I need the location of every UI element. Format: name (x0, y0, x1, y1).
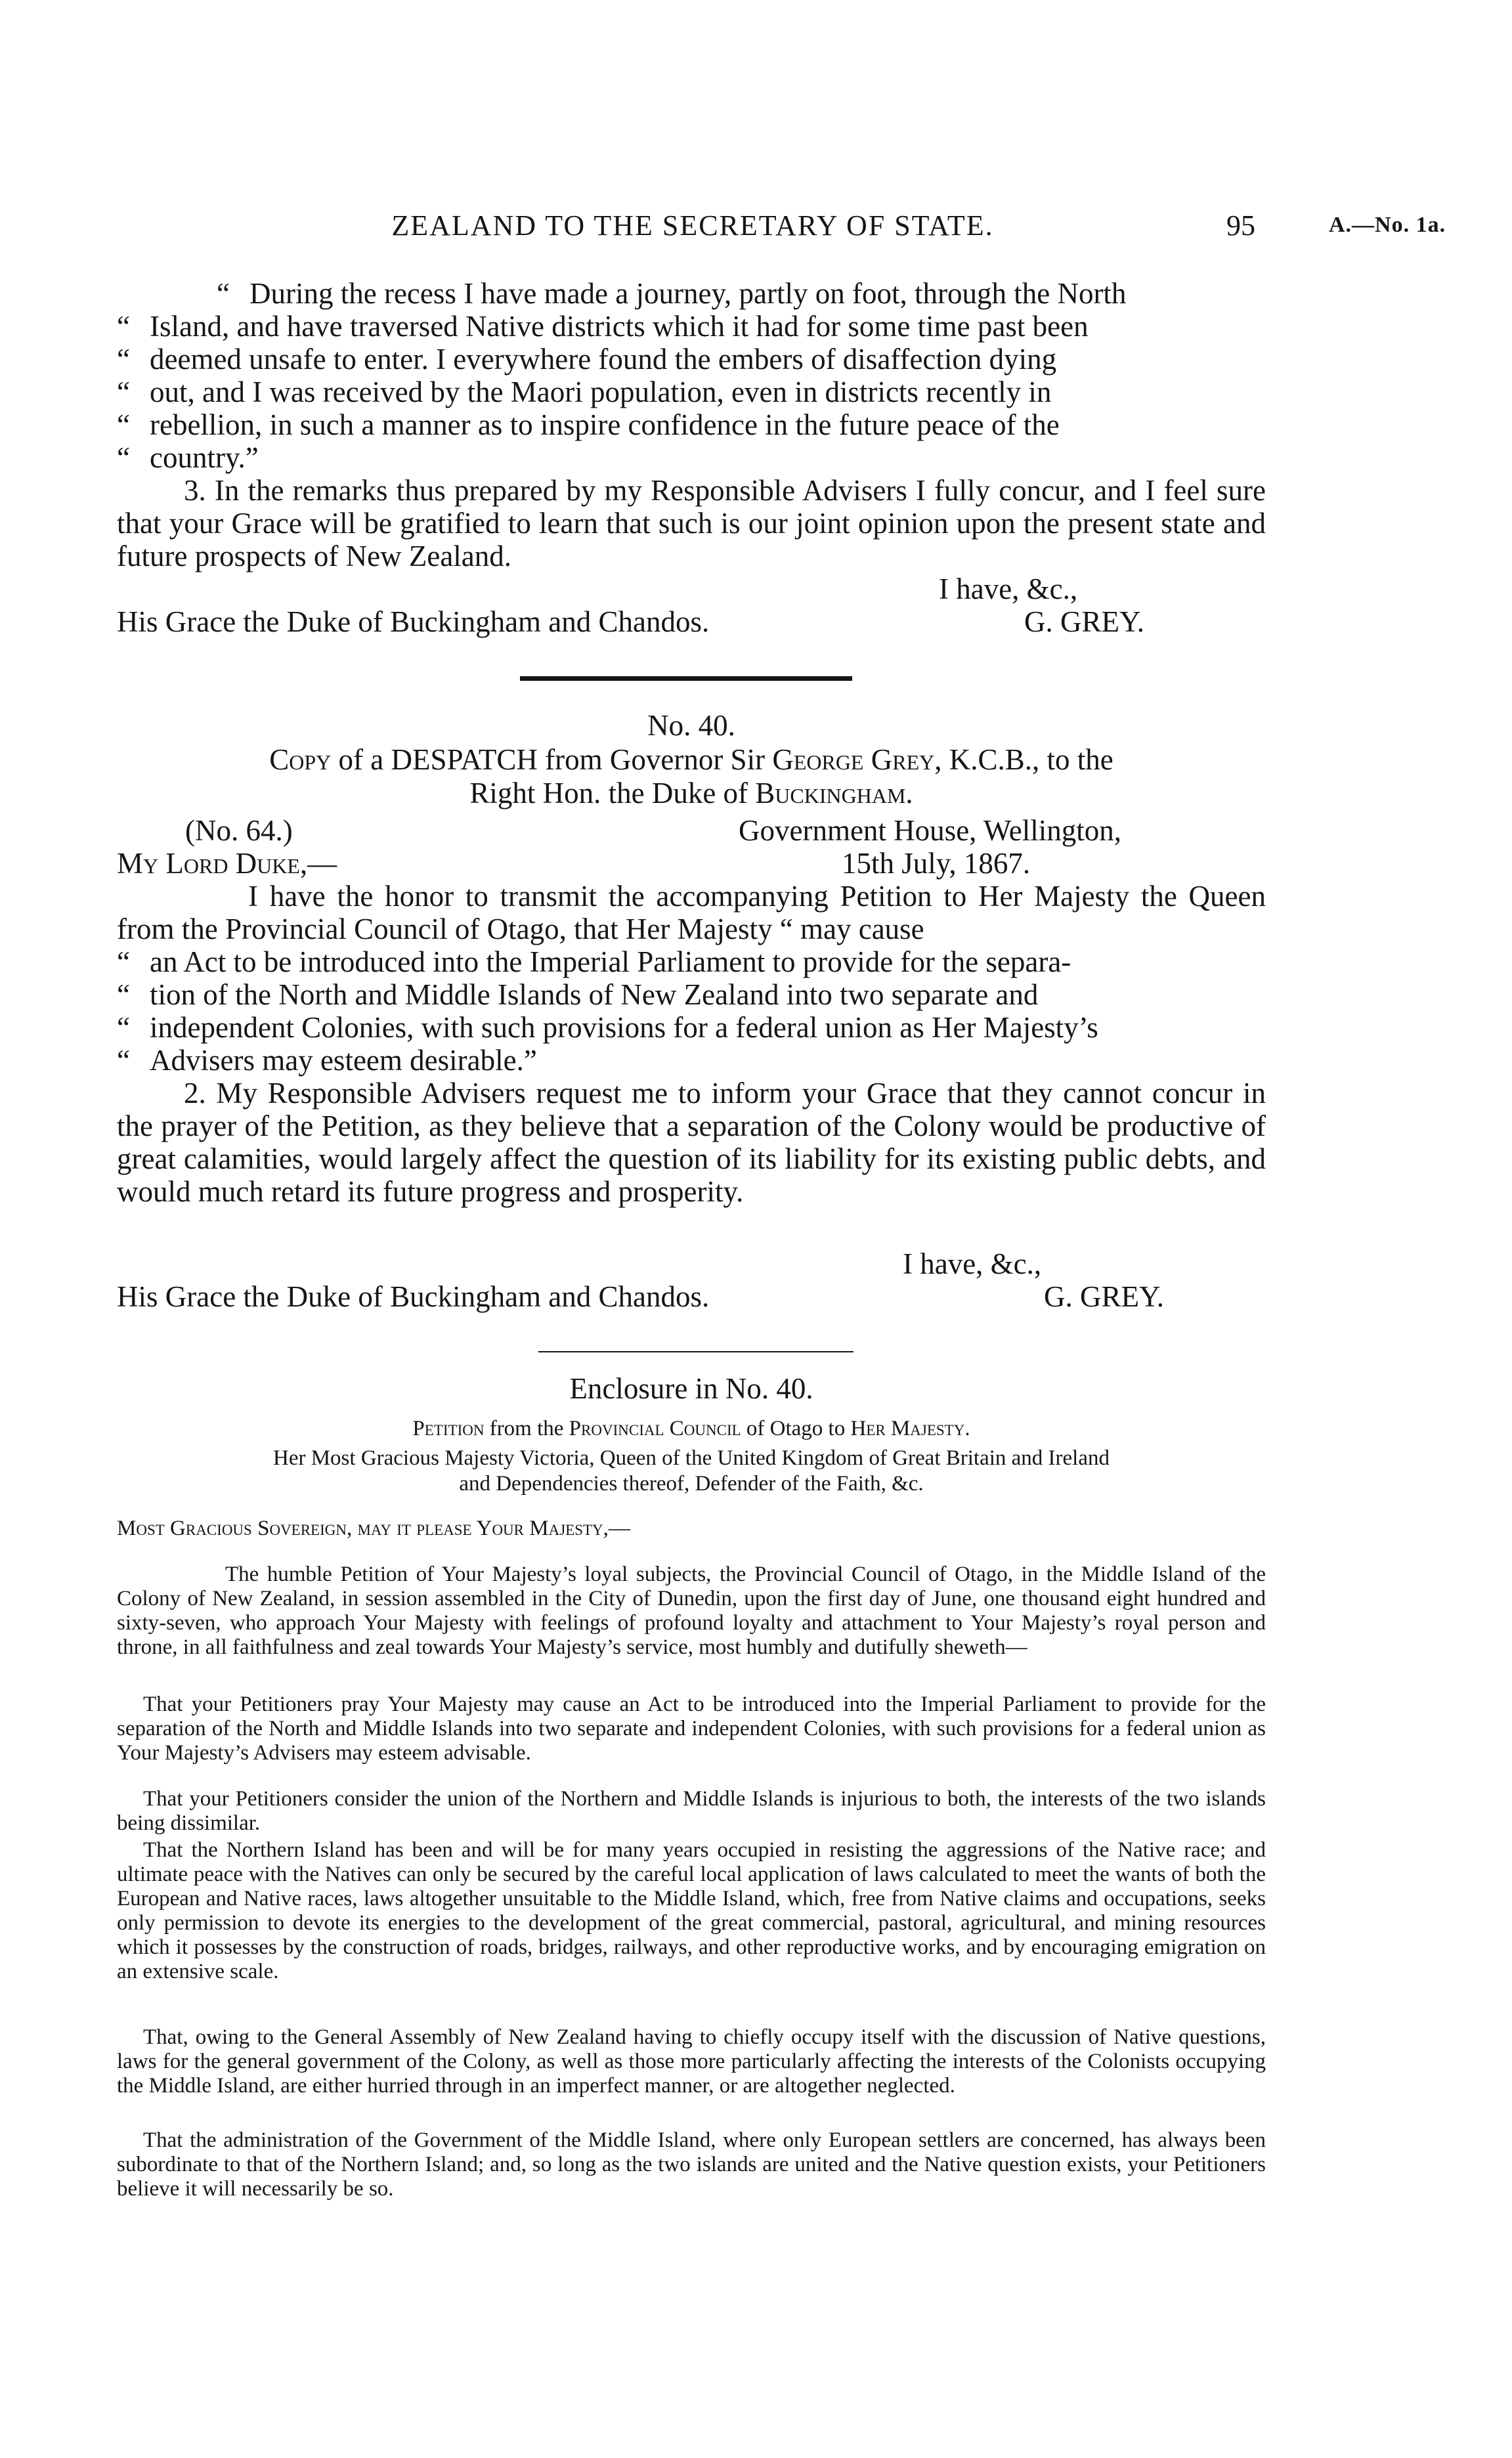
petition-address-line-1: Her Most Gracious Majesty Victoria, Queen of the United Kingdom of Great Britain and Ireland (273, 1446, 1110, 1470)
signature: G. GREY. (1024, 605, 1144, 638)
paragraph-3: 3. In the remarks thus prepared by my Responsible Advisers I fully concur, and I feel sure that your Grace will be gratified to learn that such is our joint opinion upon the present state and future prospects of New Zealand. (117, 474, 1266, 572)
despatch-title-line-1: Copy of a DESPATCH from Governor Sir George Grey, K.C.B., to the (269, 743, 1113, 776)
addressee: His Grace the Duke of Buckingham and Chandos. (117, 605, 710, 638)
despatch-number: No. 40. (647, 709, 735, 742)
petition-paragraph: That your Petitioners consider the union of the Northern and Middle Islands is injurious to both, the interests of the two islands being dissimilar. (117, 1787, 1266, 1835)
quote-line: “ an Act to be introduced into the Imperial Parliament to provide for the separa- (117, 945, 1071, 978)
running-header-title: ZEALAND TO THE SECRETARY OF STATE. (391, 209, 994, 242)
section-divider-thick (520, 676, 852, 681)
enclosure-heading: Enclosure in No. 40. (569, 1372, 813, 1405)
quote-line: “ rebellion, in such a manner as to inspire confidence in the future peace of the (117, 408, 1060, 441)
quote-line: “ Advisers may esteem desirable.” (117, 1044, 537, 1077)
petition-paragraph: The humble Petition of Your Majesty’s loyal subjects, the Provincial Council of Otago, in the Middle Island of the Colony of New Zealand, in session assembled in the City of Dunedin, upon the first day of June, one thousand eight hundred and sixty-seven, who approach Your Majesty with feelings of profound loyalty and attachment to Your Majesty’s royal person and throne, in all faithfulness and zeal towards Your Majesty’s service, most humbly and dutifully sheweth— (117, 1563, 1266, 1659)
petition-title: Petition from the Provincial Council of Otago to Her Majesty. (412, 1417, 970, 1440)
despatch-paragraph-1: I have the honor to transmit the accompanying Petition to Her Majesty the Queen from the Provincial Council of Otago, that Her Majesty “ may cause (117, 880, 1266, 945)
document-reference: A.—No. 1a. (1329, 213, 1446, 237)
petition-paragraph: That, owing to the General Assembly of New Zealand having to chiefly occupy itself with the discussion of Native questions, laws for the general government of the Colony, as well as those more particularly affecting the interests of the Colonists occupying the Middle Island, are either hurried through in an imperfect manner, or are altogether neglected. (117, 2025, 1266, 2098)
petition-paragraph: That the Northern Island has been and will be for many years occupied in resisting the aggressions of the Native race; and ultimate peace with the Natives can only be secured by the careful local application of laws calculated to meet the wants of both the European and Native races, laws altogether unsuitable to the Middle Island, which, free from Native claims and occupations, seeks only permission to devote its energies to the development of the great commercial, pastoral, agricultural, and mining resources which it possesses by the construction of roads, bridges, railways, and other reproductive works, and by encouraging emigration on an extensive scale. (117, 1838, 1266, 1983)
petition-address-line-2: and Dependencies thereof, Defender of the Faith, &c. (459, 1472, 924, 1496)
quote-line: “ out, and I was received by the Maori population, even in districts recently in (117, 376, 1052, 408)
addressee: His Grace the Duke of Buckingham and Chandos. (117, 1280, 710, 1313)
quote-line: “ country.” (117, 441, 259, 474)
section-divider-thin (538, 1351, 853, 1352)
quote-line: “ independent Colonies, with such provisions for a federal union as Her Majesty’s (117, 1011, 1098, 1044)
salutation: My Lord Duke,— (117, 847, 337, 880)
petition-paragraph: That the administration of the Government of the Middle Island, where only European settlers are concerned, has always been subordinate to that of the Northern Island; and, so long as the two islands are united and the Native question exists, your Petitioners believe it will necessarily be so. (117, 2128, 1266, 2201)
quote-line: “ deemed unsafe to enter. I everywhere found the embers of disaffection dying (117, 343, 1057, 376)
despatch-quoted-passage (117, 945, 1299, 1077)
despatch-location: Government House, Wellington, (739, 814, 1121, 847)
petition-paragraph: That your Petitioners pray Your Majesty may cause an Act to be introduced into the Imperial Parliament to provide for the separation of the North and Middle Islands into two separate and independent Colonies, with such provisions for a federal union as Your Majesty’s Advisers may esteem advisable. (117, 1693, 1266, 1765)
closing-have: I have, &c., (939, 572, 1078, 605)
quote-line: “ During the recess I have made a journey, partly on foot, through the North (217, 277, 1127, 310)
despatch-title-line-2: Right Hon. the Duke of Buckingham. (469, 777, 913, 809)
quoted-passage (117, 277, 1299, 310)
closing-have: I have, &c., (903, 1247, 1042, 1280)
page-number: 95 (1226, 209, 1255, 242)
despatch-date: 15th July, 1867. (842, 847, 1031, 880)
signature: G. GREY. (1044, 1280, 1164, 1313)
petition-salutation: Most Gracious Sovereign, may it please Your Majesty,— (117, 1517, 630, 1540)
quote-line: “ Island, and have traversed Native districts which it had for some time past been (117, 310, 1089, 343)
quoted-passage-cont (117, 310, 1299, 474)
quote-line: “ tion of the North and Middle Islands of New Zealand into two separate and (117, 978, 1039, 1011)
despatch-paragraph-2: 2. My Responsible Advisers request me to inform your Grace that they cannot concur in the prayer of the Petition, as they believe that a separation of the Colony would be productive of great calamities, would largely affect the question of its liability for its existing public debts, and would much retard its future progress and prosperity. (117, 1077, 1266, 1208)
despatch-ref-number: (No. 64.) (185, 814, 293, 847)
